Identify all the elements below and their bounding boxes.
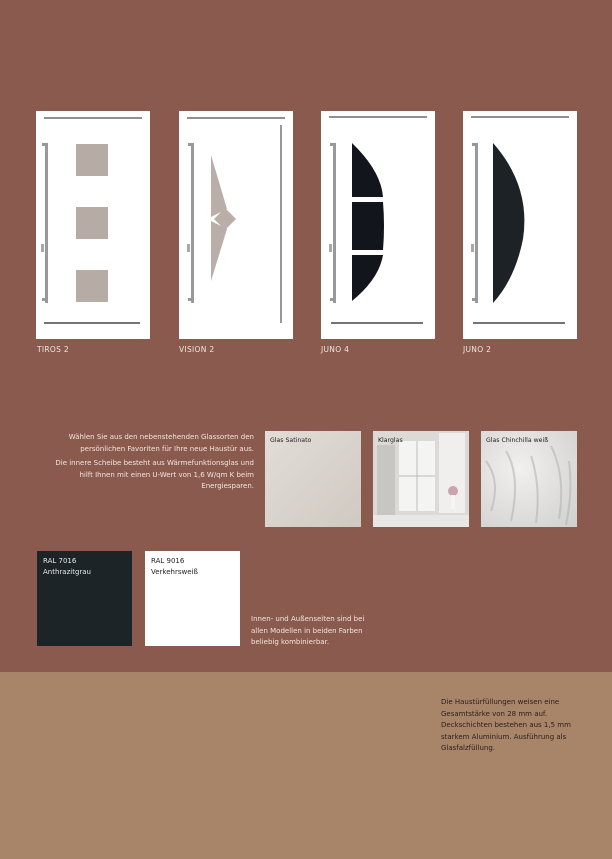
glass-intro-text: [46, 432, 254, 496]
door-label-juno-4: JUNO 4: [321, 345, 350, 354]
door-tiros-2-drawing: [36, 111, 150, 339]
glass-label-klarglas: Klarglas: [378, 437, 403, 444]
swatch-code-ral-7016: RAL 7016: [43, 557, 77, 565]
door-vision-2: [179, 111, 293, 339]
door-fill-specification: Die Haustürfüllungen weisen eine Gesamtstärke von 28 mm auf. Deckschichten bestehen aus 1,5 mm starkem Aluminium. Ausführung als Glasfalzfüllung.: [441, 698, 571, 752]
intro-paragraph-2: Die innere Scheibe besteht aus Wärmefunktionsglas und hilft Ihnen mit einen U-Wert von 1,6 W/qm K beim Energiesparen.: [55, 459, 254, 490]
door-juno-2-drawing: [463, 111, 577, 339]
door-juno-4-drawing: [321, 111, 435, 339]
intro-paragraph-1: Wählen Sie aus den nebenstehenden Glassorten den persönlichen Favoriten für Ihre neue Haustür aus.: [68, 433, 254, 453]
color-swatch-ral-7016: [37, 551, 132, 646]
color-swatch-ral-9016: [145, 551, 240, 646]
glass-label-chinchilla: Glas Chinchilla weiß: [486, 437, 549, 444]
door-label-juno-2: JUNO 2: [463, 345, 492, 354]
door-tiros-2: [36, 111, 150, 339]
swatch-name-ral-7016: Anthrazitgrau: [43, 568, 91, 576]
swatch-code-ral-9016: RAL 9016: [151, 557, 185, 565]
klarglas-photo: [373, 431, 469, 527]
door-label-tiros-2: TIROS 2: [37, 345, 69, 354]
glass-chinchilla-swatch: [481, 431, 577, 527]
glass-klarglas-swatch: [373, 431, 469, 527]
door-juno-4: [321, 111, 435, 339]
glass-label-satinato: Glas Satinato: [270, 437, 312, 444]
glass-satinato-swatch: [265, 431, 361, 527]
door-vision-2-drawing: [179, 111, 293, 339]
door-label-vision-2: VISION 2: [179, 345, 215, 354]
door-juno-2: [463, 111, 577, 339]
swatch-name-ral-9016: Verkehrsweiß: [151, 568, 198, 576]
chinchilla-texture: [481, 431, 577, 527]
color-combination-note: Innen- und Außenseiten sind bei allen Modellen in beiden Farben beliebig kombinierbar.: [251, 615, 365, 646]
